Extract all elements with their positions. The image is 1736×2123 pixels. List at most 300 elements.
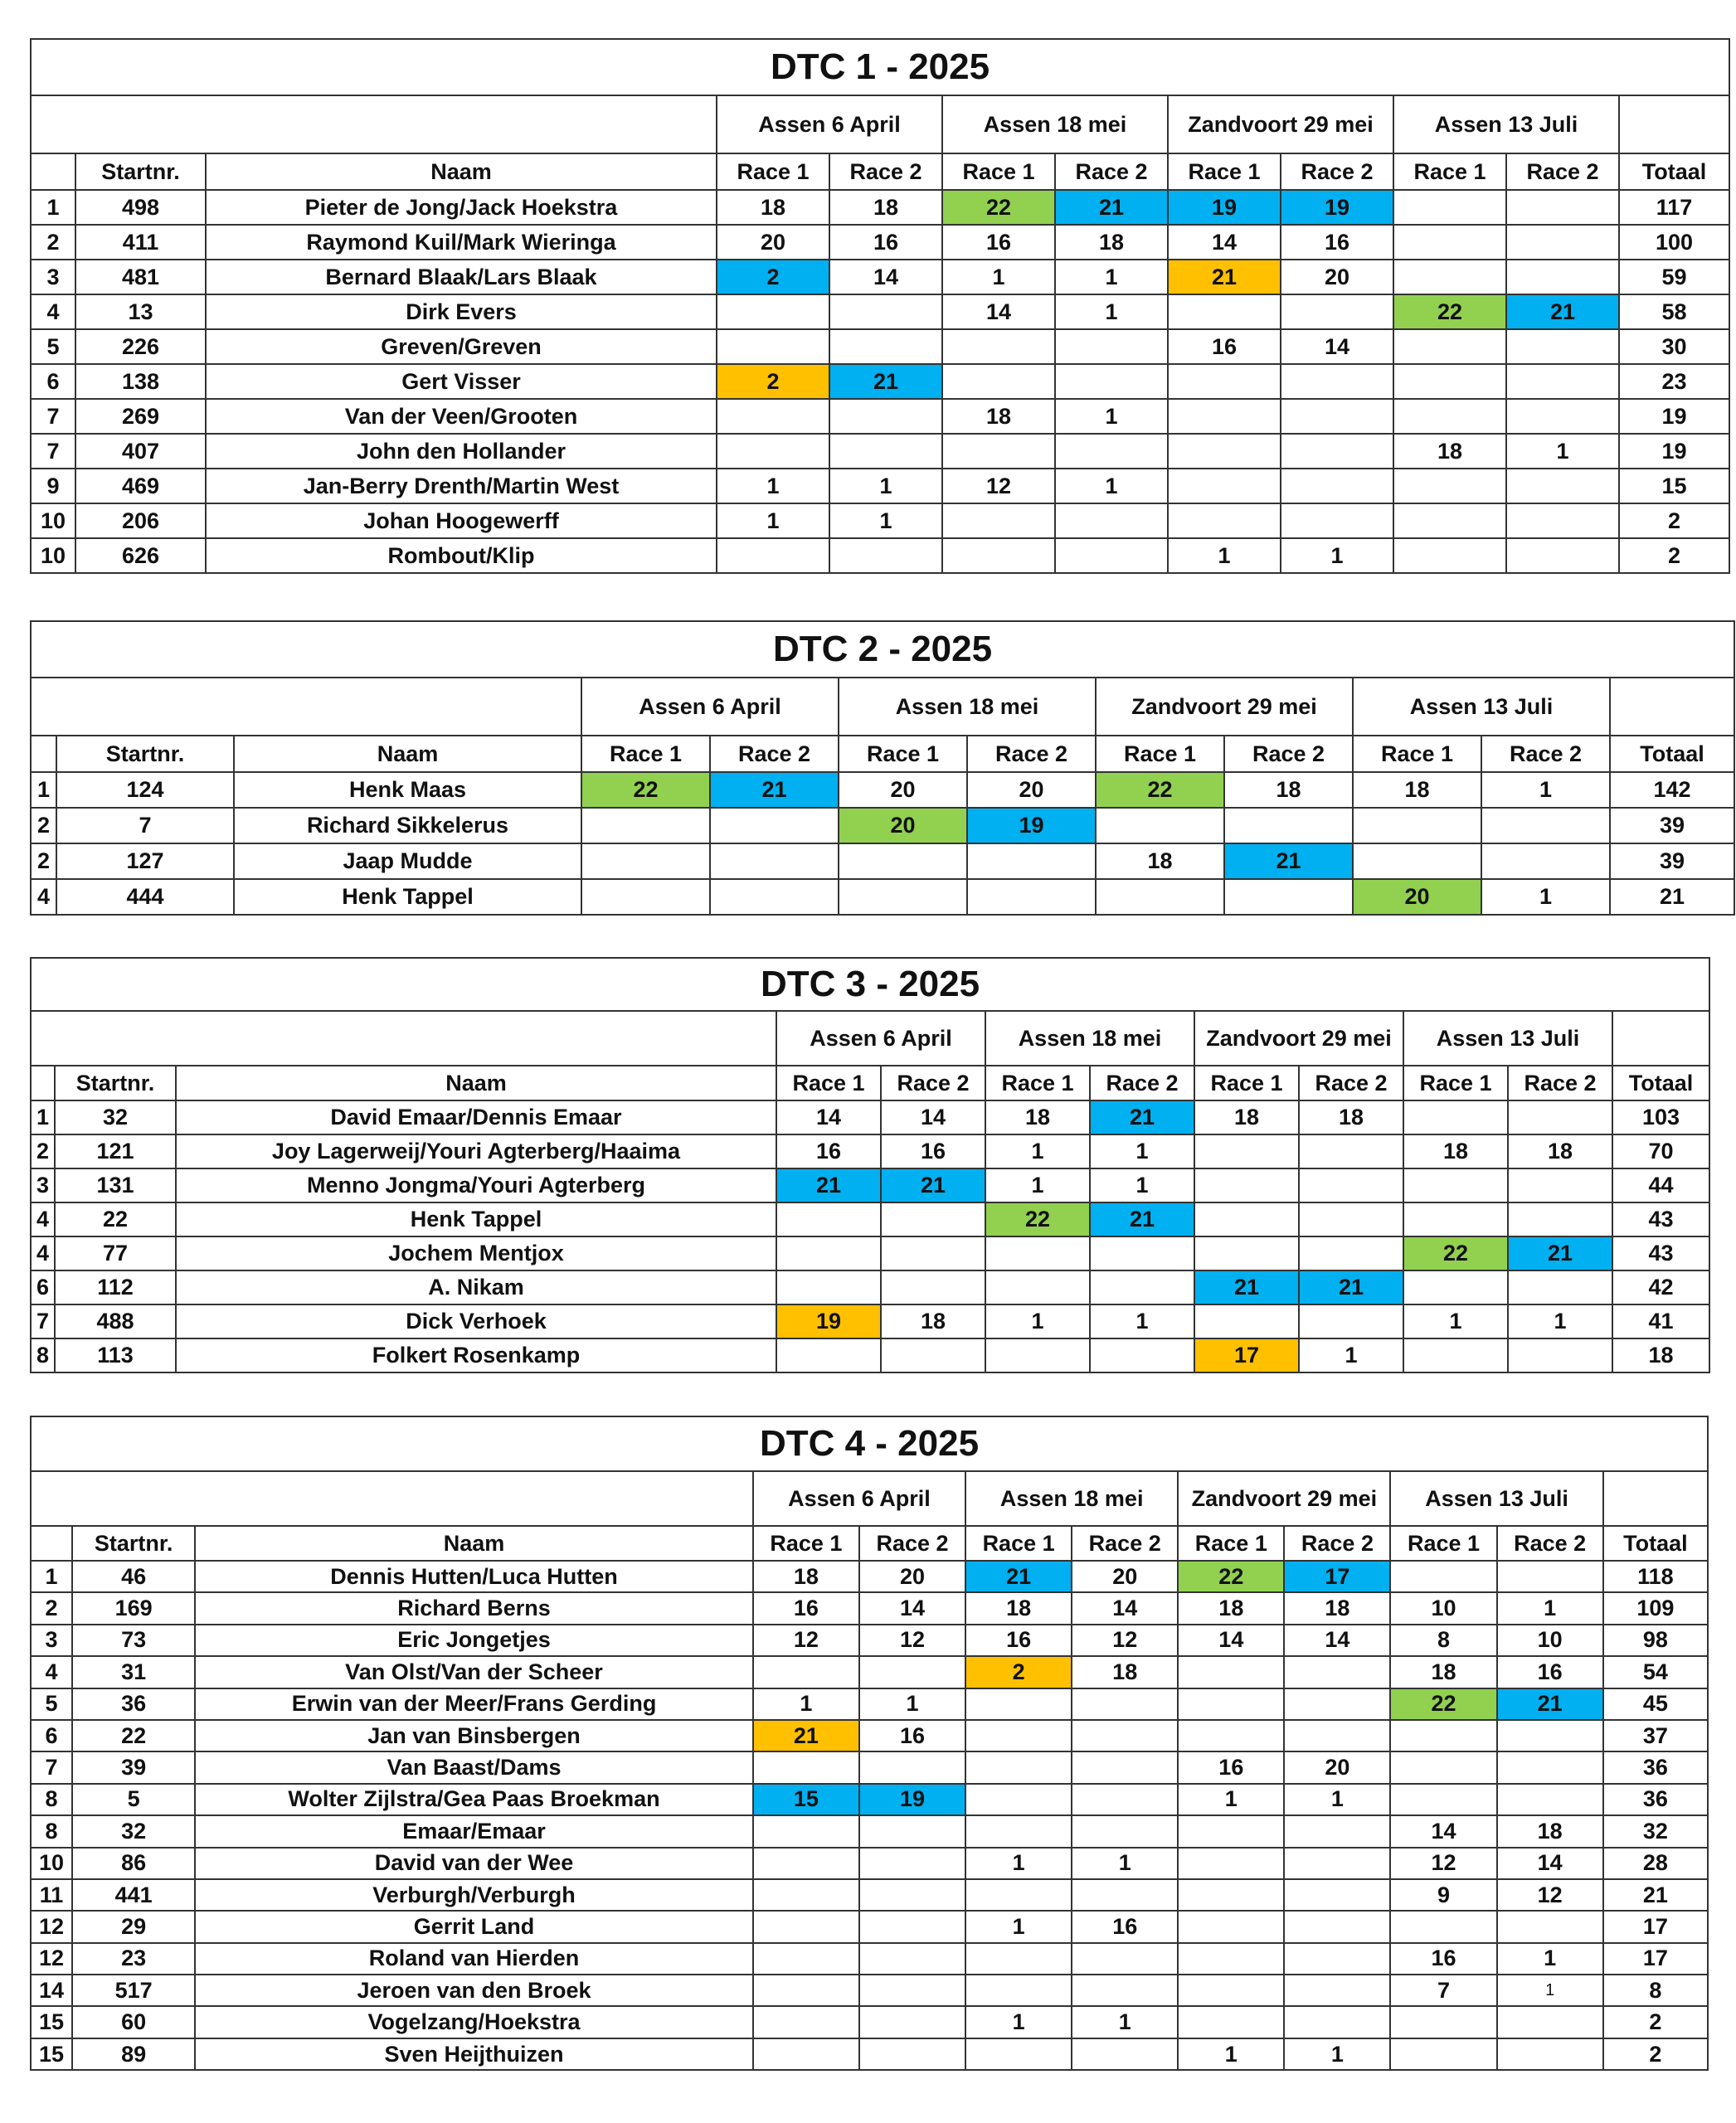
score-cell	[965, 2038, 1072, 2070]
name-cell: Joy Lagerweij/Youri Agterberg/Haaima	[176, 1134, 776, 1168]
position-cell: 2	[31, 225, 75, 260]
startnr-cell: 121	[55, 1134, 176, 1168]
score-cell	[965, 1688, 1072, 1720]
score-cell	[1178, 1879, 1284, 1911]
score-cell	[965, 1751, 1072, 1783]
startnr-cell: 86	[72, 1848, 195, 1879]
score-cell: 22	[1403, 1236, 1508, 1270]
race1-header: Race 1	[1353, 736, 1481, 772]
score-cell	[1284, 1879, 1390, 1911]
score-cell	[581, 843, 710, 879]
table-row	[31, 1975, 1708, 2006]
score-cell: 18	[942, 399, 1055, 434]
table-row	[31, 2038, 1708, 2070]
score-cell: 20	[1281, 260, 1393, 294]
score-cell	[1055, 503, 1168, 538]
score-cell	[1506, 399, 1619, 434]
name-cell: Van Baast/Dams	[195, 1751, 753, 1783]
table-row	[31, 294, 1729, 329]
table-row	[31, 434, 1729, 469]
total-cell: 98	[1603, 1625, 1708, 1656]
totaal-header: Totaal	[1610, 736, 1734, 772]
name-cell: David van der Wee	[195, 1848, 753, 1879]
score-cell	[1281, 503, 1393, 538]
position-cell: 4	[31, 1656, 72, 1688]
table-row	[31, 399, 1729, 434]
position-cell: 4	[31, 1202, 55, 1236]
score-cell	[1178, 1911, 1284, 1942]
title-row	[31, 1416, 1708, 1471]
startnr-cell: 469	[75, 469, 206, 503]
table-row	[31, 1236, 1709, 1270]
position-cell: 4	[31, 1236, 55, 1270]
score-cell	[829, 538, 942, 573]
table-row	[31, 1848, 1708, 1879]
score-cell	[776, 1236, 881, 1270]
total-cell: 142	[1610, 772, 1734, 808]
score-cell	[717, 399, 829, 434]
score-cell	[1284, 1656, 1390, 1688]
name-cell: Jan van Binsbergen	[195, 1720, 753, 1751]
table-row	[31, 260, 1729, 294]
score-cell: 16	[859, 1720, 965, 1751]
score-cell: 1	[985, 1304, 1090, 1338]
table-row	[31, 1751, 1708, 1783]
score-cell: 1	[1284, 2038, 1390, 2070]
startnr-cell: 73	[72, 1625, 195, 1656]
score-cell: 18	[1284, 1592, 1390, 1624]
race1-header: Race 1	[1096, 736, 1224, 772]
score-cell	[1390, 1911, 1496, 1942]
score-cell: 1	[1072, 2006, 1178, 2038]
score-cell: 1	[1481, 772, 1610, 808]
score-cell: 14	[1281, 329, 1393, 364]
dtc4-standings-table	[30, 1416, 1709, 2071]
score-cell: 1	[965, 1911, 1072, 1942]
startnr-cell: 29	[72, 1911, 195, 1942]
score-cell: 21	[829, 364, 942, 399]
table-row	[31, 2006, 1708, 2038]
score-cell	[1506, 503, 1619, 538]
score-cell: 18	[1393, 434, 1506, 469]
venue-spacer	[31, 1471, 753, 1526]
score-cell: 1	[985, 1134, 1090, 1168]
total-cell: 36	[1603, 1784, 1708, 1815]
venue-header: Assen 18 mei	[942, 95, 1168, 153]
venue-spacer	[31, 678, 581, 736]
score-cell	[1508, 1202, 1612, 1236]
score-cell: 21	[881, 1168, 985, 1202]
score-cell	[1072, 1720, 1178, 1751]
score-cell	[1506, 538, 1619, 573]
table-row	[31, 1561, 1708, 1592]
score-cell	[710, 879, 839, 915]
race1-header: Race 1	[985, 1066, 1090, 1100]
table-row	[31, 808, 1734, 843]
score-cell	[859, 1943, 965, 1975]
race2-header: Race 2	[1072, 1526, 1178, 1561]
score-cell	[1508, 1270, 1612, 1304]
race2-header: Race 2	[859, 1526, 965, 1561]
score-cell	[1506, 225, 1619, 260]
score-cell: 17	[1284, 1561, 1390, 1592]
startnr-header: Startnr.	[55, 1066, 176, 1100]
score-cell	[1178, 1975, 1284, 2006]
startnr-cell: 444	[56, 879, 234, 915]
score-cell	[1096, 879, 1224, 915]
score-cell: 20	[1353, 879, 1481, 915]
score-cell	[581, 879, 710, 915]
score-cell: 18	[1299, 1100, 1403, 1134]
score-cell	[839, 879, 967, 915]
score-cell: 16	[1390, 1943, 1496, 1975]
score-cell	[1393, 190, 1506, 225]
race2-header: Race 2	[1281, 153, 1393, 190]
name-cell: Roland van Hierden	[195, 1943, 753, 1975]
table-row	[31, 1202, 1709, 1236]
score-cell: 1	[1055, 260, 1168, 294]
score-cell: 16	[1168, 329, 1281, 364]
race2-header: Race 2	[967, 736, 1096, 772]
score-cell: 1	[1497, 1592, 1603, 1624]
name-cell: Wolter Zijlstra/Gea Paas Broekman	[195, 1784, 753, 1815]
venue-header: Assen 6 April	[776, 1011, 985, 1066]
venue-header: Zandvoort 29 mei	[1168, 95, 1393, 153]
score-cell: 2	[717, 364, 829, 399]
venue-header: Assen 13 Juli	[1353, 678, 1610, 736]
position-cell: 8	[31, 1815, 72, 1847]
score-cell: 22	[1390, 1688, 1496, 1720]
race2-header: Race 2	[1497, 1526, 1603, 1561]
name-cell: Greven/Greven	[206, 329, 717, 364]
score-cell	[1284, 1975, 1390, 2006]
venue-header: Assen 18 mei	[965, 1471, 1178, 1526]
position-cell: 7	[31, 399, 75, 434]
score-cell	[1072, 2038, 1178, 2070]
score-cell: 10	[1497, 1625, 1603, 1656]
startnr-cell: 441	[72, 1879, 195, 1911]
startnr-cell: 169	[72, 1592, 195, 1624]
score-cell	[1072, 1784, 1178, 1815]
score-cell	[1178, 1943, 1284, 1975]
score-cell: 8	[1390, 1625, 1496, 1656]
total-cell: 15	[1619, 469, 1729, 503]
score-cell	[1393, 503, 1506, 538]
total-cell: 39	[1610, 843, 1734, 879]
score-cell	[1224, 808, 1353, 843]
table-row	[31, 538, 1729, 573]
table-row	[31, 1625, 1708, 1656]
score-cell	[1168, 503, 1281, 538]
score-cell: 1	[829, 503, 942, 538]
score-cell: 18	[1096, 843, 1224, 879]
name-cell: Dennis Hutten/Luca Hutten	[195, 1561, 753, 1592]
score-cell: 7	[1390, 1975, 1496, 2006]
position-cell: 4	[31, 879, 56, 915]
score-cell	[859, 1815, 965, 1847]
score-cell	[1178, 1720, 1284, 1751]
score-cell: 1	[1055, 469, 1168, 503]
total-cell: 21	[1603, 1879, 1708, 1911]
score-cell	[1194, 1168, 1299, 1202]
startnr-cell: 269	[75, 399, 206, 434]
score-cell	[753, 1751, 859, 1783]
score-cell: 1	[717, 469, 829, 503]
position-cell: 2	[31, 1134, 55, 1168]
score-cell	[1497, 2038, 1603, 2070]
startnr-header: Startnr.	[72, 1526, 195, 1561]
race1-header: Race 1	[1393, 153, 1506, 190]
score-cell	[965, 1943, 1072, 1975]
total-cell: 2	[1619, 538, 1729, 573]
position-cell: 6	[31, 1720, 72, 1751]
score-cell: 18	[829, 190, 942, 225]
name-cell: Jan-Berry Drenth/Martin West	[206, 469, 717, 503]
score-cell: 14	[881, 1100, 985, 1134]
position-cell: 12	[31, 1911, 72, 1942]
venue-header: Assen 6 April	[753, 1471, 965, 1526]
score-cell	[1178, 1656, 1284, 1688]
venue-header: Assen 6 April	[581, 678, 839, 736]
name-cell: Gerrit Land	[195, 1911, 753, 1942]
position-cell: 3	[31, 260, 75, 294]
name-cell: Henk Maas	[234, 772, 581, 808]
score-cell: 14	[1390, 1815, 1496, 1847]
startnr-cell: 626	[75, 538, 206, 573]
score-cell: 22	[1178, 1561, 1284, 1592]
score-cell: 20	[839, 808, 967, 843]
naam-header: Naam	[176, 1066, 776, 1100]
table-row	[31, 879, 1734, 915]
total-cell: 18	[1612, 1338, 1709, 1372]
venue-header: Assen 13 Juli	[1403, 1011, 1612, 1066]
position-cell: 8	[31, 1784, 72, 1815]
score-cell	[1497, 1720, 1603, 1751]
table-title: DTC 2 - 2025	[31, 621, 1734, 678]
score-cell: 1	[1072, 1848, 1178, 1879]
score-cell	[1284, 1848, 1390, 1879]
name-cell: John den Hollander	[206, 434, 717, 469]
score-cell	[1299, 1304, 1403, 1338]
startnr-cell: 206	[75, 503, 206, 538]
score-cell	[1281, 434, 1393, 469]
table-row	[31, 1815, 1708, 1847]
table-row	[31, 1720, 1708, 1751]
table-row	[31, 364, 1729, 399]
score-cell	[1284, 1911, 1390, 1942]
startnr-cell: 46	[72, 1561, 195, 1592]
race2-header: Race 2	[1055, 153, 1168, 190]
position-cell: 1	[31, 772, 56, 808]
score-cell: 1	[859, 1688, 965, 1720]
total-cell: 17	[1603, 1911, 1708, 1942]
total-cell: 17	[1603, 1943, 1708, 1975]
score-cell	[1393, 364, 1506, 399]
score-cell: 1	[942, 260, 1055, 294]
table-row	[31, 329, 1729, 364]
score-cell	[965, 1720, 1072, 1751]
totaal-header: Totaal	[1603, 1526, 1708, 1561]
table-title: DTC 1 - 2025	[31, 39, 1729, 95]
race2-header: Race 2	[1090, 1066, 1194, 1100]
title-row	[31, 958, 1709, 1011]
score-cell: 10	[1390, 1592, 1496, 1624]
score-cell: 20	[1284, 1751, 1390, 1783]
score-cell	[881, 1236, 985, 1270]
total-cell: 54	[1603, 1656, 1708, 1688]
score-cell	[1508, 1100, 1612, 1134]
score-cell	[859, 1911, 965, 1942]
score-cell	[1497, 1784, 1603, 1815]
name-cell: Vogelzang/Hoekstra	[195, 2006, 753, 2038]
score-cell	[985, 1236, 1090, 1270]
score-cell	[1096, 808, 1224, 843]
score-cell	[710, 843, 839, 879]
dtc2-standings-table	[30, 620, 1735, 916]
score-cell: 9	[1390, 1879, 1496, 1911]
score-cell: 21	[1299, 1270, 1403, 1304]
score-cell	[1506, 469, 1619, 503]
table-row	[31, 1784, 1708, 1815]
score-cell: 18	[1403, 1134, 1508, 1168]
score-cell: 21	[1224, 843, 1353, 879]
score-cell	[859, 1751, 965, 1783]
score-cell: 18	[1224, 772, 1353, 808]
score-cell	[1481, 843, 1610, 879]
score-cell	[859, 2038, 965, 2070]
title-row	[31, 39, 1729, 95]
score-cell	[1281, 469, 1393, 503]
score-cell	[753, 1975, 859, 2006]
score-cell	[753, 2006, 859, 2038]
total-spacer	[1610, 678, 1734, 736]
total-cell: 19	[1619, 399, 1729, 434]
total-spacer	[1612, 1011, 1709, 1066]
score-cell	[985, 1270, 1090, 1304]
score-cell	[1168, 434, 1281, 469]
score-cell	[1194, 1236, 1299, 1270]
position-cell: 4	[31, 294, 75, 329]
race1-header: Race 1	[753, 1526, 859, 1561]
score-cell: 16	[965, 1625, 1072, 1656]
score-cell: 18	[881, 1304, 985, 1338]
score-cell	[942, 364, 1055, 399]
score-cell	[1506, 190, 1619, 225]
venue-header: Zandvoort 29 mei	[1096, 678, 1353, 736]
score-cell	[1353, 808, 1481, 843]
score-cell	[1090, 1338, 1194, 1372]
race1-header: Race 1	[1390, 1526, 1496, 1561]
score-cell	[1299, 1168, 1403, 1202]
total-cell: 42	[1612, 1270, 1709, 1304]
score-cell	[859, 1656, 965, 1688]
name-cell: Erwin van der Meer/Frans Gerding	[195, 1688, 753, 1720]
totaal-header: Totaal	[1619, 153, 1729, 190]
total-cell: 58	[1619, 294, 1729, 329]
score-cell: 19	[967, 808, 1096, 843]
score-cell: 18	[753, 1561, 859, 1592]
startnr-cell: 32	[55, 1100, 176, 1134]
score-cell	[717, 538, 829, 573]
score-cell: 21	[776, 1168, 881, 1202]
name-cell: Rombout/Klip	[206, 538, 717, 573]
score-cell: 17	[1194, 1338, 1299, 1372]
score-cell	[753, 1656, 859, 1688]
naam-header: Naam	[195, 1526, 753, 1561]
score-cell	[717, 434, 829, 469]
position-cell: 15	[31, 2006, 72, 2038]
total-cell: 44	[1612, 1168, 1709, 1202]
table-row	[31, 1688, 1708, 1720]
venue-row	[31, 678, 1734, 736]
total-cell: 23	[1619, 364, 1729, 399]
name-cell: Raymond Kuil/Mark Wieringa	[206, 225, 717, 260]
score-cell: 14	[1072, 1592, 1178, 1624]
name-cell: Van Olst/Van der Scheer	[195, 1656, 753, 1688]
position-cell: 5	[31, 1688, 72, 1720]
score-cell: 22	[1096, 772, 1224, 808]
score-cell: 14	[1178, 1625, 1284, 1656]
table-row	[31, 1656, 1708, 1688]
score-cell	[753, 1943, 859, 1975]
position-cell: 10	[31, 503, 75, 538]
score-cell: 18	[1055, 225, 1168, 260]
score-cell: 14	[1497, 1848, 1603, 1879]
score-cell	[942, 538, 1055, 573]
position-cell: 10	[31, 1848, 72, 1879]
startnr-cell: 13	[75, 294, 206, 329]
total-cell: 59	[1619, 260, 1729, 294]
score-cell	[1055, 329, 1168, 364]
score-cell: 20	[859, 1561, 965, 1592]
venue-header: Assen 18 mei	[839, 678, 1096, 736]
position-cell: 9	[31, 469, 75, 503]
total-spacer	[1603, 1471, 1708, 1526]
score-cell	[1497, 1911, 1603, 1942]
race1-header: Race 1	[1403, 1066, 1508, 1100]
score-cell: 1	[1299, 1338, 1403, 1372]
score-cell	[1284, 2006, 1390, 2038]
race1-header: Race 1	[1178, 1526, 1284, 1561]
position-cell: 8	[31, 1338, 55, 1372]
name-cell: Dirk Evers	[206, 294, 717, 329]
score-cell	[717, 294, 829, 329]
score-cell: 1	[965, 1848, 1072, 1879]
table-row	[31, 1134, 1709, 1168]
name-cell: Pieter de Jong/Jack Hoekstra	[206, 190, 717, 225]
score-cell	[1508, 1338, 1612, 1372]
score-cell	[1390, 1751, 1496, 1783]
race2-header: Race 2	[881, 1066, 985, 1100]
score-cell	[1178, 1848, 1284, 1879]
score-cell: 16	[881, 1134, 985, 1168]
startnr-header: Startnr.	[56, 736, 234, 772]
score-cell: 14	[859, 1592, 965, 1624]
score-cell: 16	[942, 225, 1055, 260]
score-cell	[753, 1815, 859, 1847]
venue-spacer	[31, 1011, 776, 1066]
table-row	[31, 1592, 1708, 1624]
score-cell	[1072, 1975, 1178, 2006]
score-cell: 19	[1281, 190, 1393, 225]
total-cell: 100	[1619, 225, 1729, 260]
score-cell	[1168, 469, 1281, 503]
score-cell	[1403, 1338, 1508, 1372]
total-cell: 103	[1612, 1100, 1709, 1134]
startnr-cell: 113	[55, 1338, 176, 1372]
race2-header: Race 2	[1299, 1066, 1403, 1100]
score-cell	[776, 1338, 881, 1372]
